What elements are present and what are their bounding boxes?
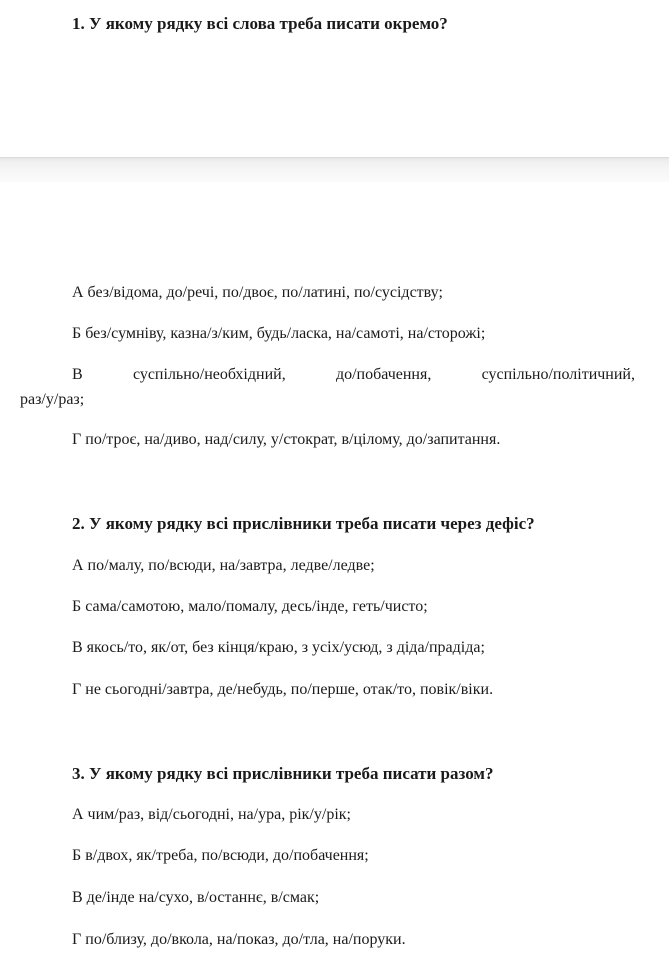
- q1-option-b: Б без/сумніву, казна/з/ким, будь/ласка, на/самоті, на/сторожі;: [72, 325, 486, 342]
- q1-option-c-word-1: суспільно/необхідний,: [132, 366, 286, 383]
- q1-option-c: [72, 365, 635, 385]
- q2-option-a: А по/малу, по/всюди, на/завтра, ледве/ледве;: [72, 557, 375, 574]
- q3-option-c: В де/інде на/сухо, в/останнє, в/смак;: [72, 889, 320, 906]
- q2-option-d: Г не сьогодні/завтра, де/небудь, по/перше, отак/то, повік/віки.: [72, 681, 494, 698]
- q3-option-b: Б в/двох, як/треба, по/всюди, до/побачення;: [72, 847, 369, 864]
- q3-option-a: А чим/раз, від/сьогодні, на/ура, рік/у/рік;: [72, 806, 351, 823]
- question-3-title: 3. У якому рядку всі прислівники треба писати разом?: [72, 764, 494, 783]
- q1-option-a: А без/відома, до/речі, по/двоє, по/латині, по/сусідству;: [72, 284, 443, 301]
- q3-option-d: Г по/близу, до/вкола, на/показ, до/тла, на/поруки.: [72, 931, 406, 948]
- page-divider: [0, 157, 669, 182]
- q1-option-c-continuation: раз/у/раз;: [20, 391, 85, 408]
- q1-option-c-word-3: суспільно/політичний,: [481, 366, 635, 383]
- q1-option-c-letter: В: [72, 366, 83, 383]
- question-2-title: 2. У якому рядку всі прислівники треба писати через дефіс?: [72, 514, 535, 533]
- q1-option-c-word-2: до/побачення,: [335, 366, 432, 383]
- question-1-title: 1. У якому рядку всі слова треба писати окремо?: [72, 14, 448, 33]
- q2-option-c: В якось/то, як/от, без кінця/краю, з усіх/усюд, з діда/прадіда;: [72, 639, 485, 656]
- q2-option-b: Б сама/самотою, мало/помалу, десь/інде, геть/чисто;: [72, 598, 428, 615]
- q1-option-d: Г по/троє, на/диво, над/силу, у/стократ, в/цілому, до/запитання.: [72, 431, 501, 448]
